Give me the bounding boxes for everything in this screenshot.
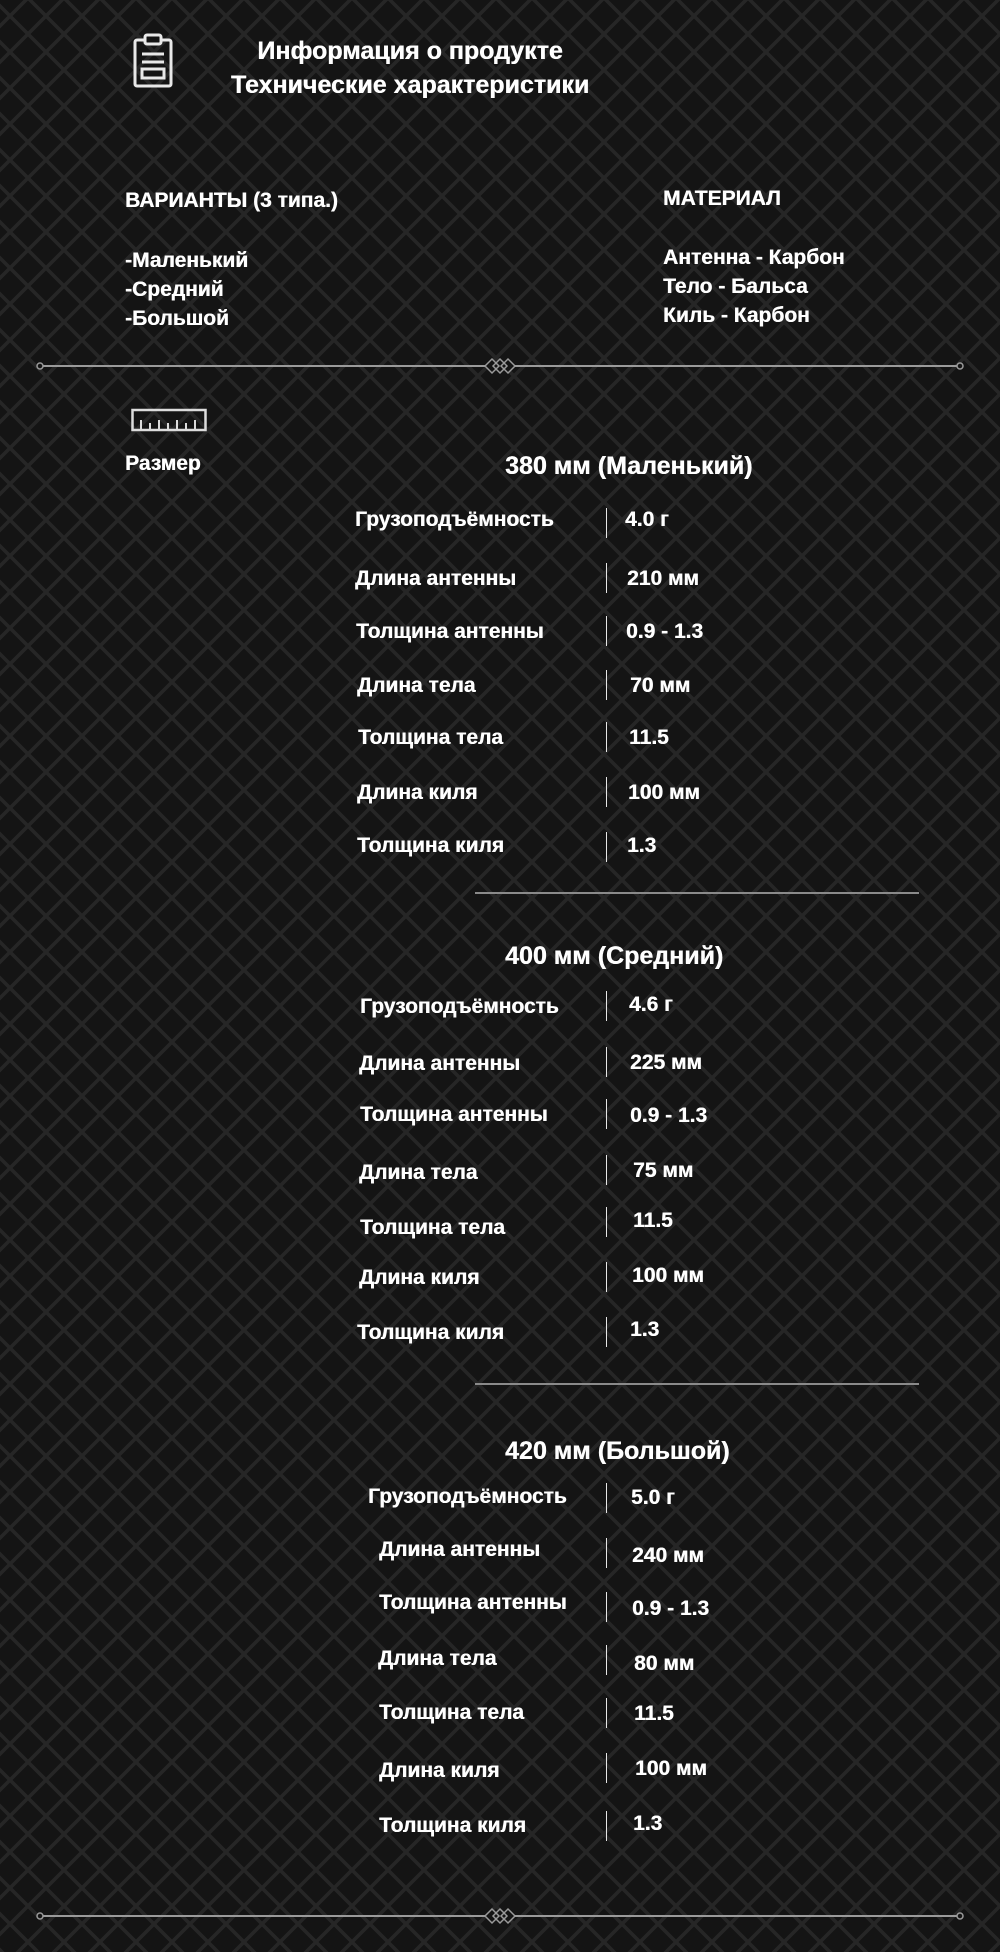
ornamental-divider bbox=[0, 356, 1000, 376]
spec-label: Длина антенны bbox=[355, 567, 517, 590]
spec-value: 70 мм bbox=[630, 674, 691, 697]
spec-value: 210 мм bbox=[627, 567, 699, 590]
material-list-item: Киль - Карбон bbox=[663, 304, 810, 327]
spec-value: 100 мм bbox=[635, 1757, 707, 1780]
column-divider bbox=[606, 563, 607, 593]
spec-label: Длина тела bbox=[357, 674, 476, 697]
spec-label: Толщина антенны bbox=[356, 620, 544, 643]
spec-label: Длина антенны bbox=[359, 1052, 521, 1075]
spec-label: Длина киля bbox=[357, 781, 478, 804]
spec-value: 11.5 bbox=[634, 1702, 674, 1725]
spec-label: Длина тела bbox=[378, 1647, 497, 1670]
spec-label: Толщина киля bbox=[379, 1814, 526, 1837]
column-divider bbox=[606, 1698, 607, 1728]
material-list-item: Тело - Бальса bbox=[663, 275, 808, 298]
variants-list-item: -Маленький bbox=[125, 249, 249, 272]
column-divider bbox=[606, 1811, 607, 1841]
column-divider bbox=[606, 1155, 607, 1185]
spec-value: 4.6 г bbox=[629, 993, 673, 1016]
spec-label: Длина киля bbox=[379, 1759, 500, 1782]
spec-value: 75 мм bbox=[633, 1159, 694, 1182]
column-divider bbox=[606, 1047, 607, 1077]
spec-label: Длина киля bbox=[359, 1266, 480, 1289]
ruler-icon bbox=[131, 408, 207, 432]
spec-value: 4.0 г bbox=[625, 508, 669, 531]
spec-label: Длина тела bbox=[359, 1161, 478, 1184]
spec-value: 100 мм bbox=[632, 1264, 704, 1287]
column-divider bbox=[606, 616, 607, 646]
spec-value: 100 мм bbox=[628, 781, 700, 804]
spec-label: Грузоподъёмность bbox=[355, 508, 554, 531]
column-divider bbox=[606, 1645, 607, 1675]
column-divider bbox=[606, 832, 607, 862]
size-label: Размер bbox=[125, 452, 201, 475]
spec-label: Толщина тела bbox=[360, 1216, 505, 1239]
section-divider bbox=[475, 892, 919, 894]
spec-label: Толщина киля bbox=[357, 834, 504, 857]
column-divider bbox=[606, 1592, 607, 1622]
column-divider bbox=[606, 1099, 607, 1129]
spec-value: 1.3 bbox=[627, 834, 657, 857]
page-subtitle: Технические характеристики bbox=[230, 71, 590, 99]
spec-value: 240 мм bbox=[632, 1544, 704, 1567]
spec-value: 80 мм bbox=[634, 1652, 695, 1675]
column-divider bbox=[606, 508, 607, 538]
spec-value: 5.0 г bbox=[631, 1486, 675, 1509]
page-title: Информация о продукте bbox=[257, 37, 563, 65]
spec-label: Длина антенны bbox=[379, 1538, 541, 1561]
spec-label: Толщина антенны bbox=[379, 1591, 567, 1614]
ornamental-divider bbox=[0, 1906, 1000, 1926]
section-divider bbox=[475, 1383, 919, 1385]
spec-value: 0.9 - 1.3 bbox=[626, 620, 704, 643]
spec-label: Толщина тела bbox=[379, 1701, 524, 1724]
spec-label: Толщина тела bbox=[358, 726, 503, 749]
size-title-large: 420 мм (Большой) bbox=[505, 1437, 730, 1465]
spec-label: Грузоподъёмность bbox=[368, 1485, 567, 1508]
spec-label: Грузоподъёмность bbox=[360, 995, 559, 1018]
column-divider bbox=[606, 1483, 607, 1513]
column-divider bbox=[606, 1538, 607, 1568]
size-title-small: 380 мм (Маленький) bbox=[505, 452, 753, 480]
column-divider bbox=[606, 722, 607, 752]
spec-value: 1.3 bbox=[630, 1318, 660, 1341]
spec-label: Толщина киля bbox=[357, 1321, 504, 1344]
material-heading: МАТЕРИАЛ bbox=[663, 187, 781, 210]
column-divider bbox=[606, 1207, 607, 1237]
spec-value: 11.5 bbox=[629, 726, 669, 749]
variants-heading: ВАРИАНТЫ (3 типа.) bbox=[125, 189, 338, 212]
column-divider bbox=[606, 670, 607, 700]
variants-list-item: -Средний bbox=[125, 278, 224, 301]
material-list-item: Антенна - Карбон bbox=[663, 246, 845, 269]
column-divider bbox=[606, 1753, 607, 1783]
variants-list-item: -Большой bbox=[125, 307, 229, 330]
spec-value: 0.9 - 1.3 bbox=[632, 1597, 710, 1620]
spec-value: 11.5 bbox=[633, 1209, 673, 1232]
column-divider bbox=[606, 1317, 607, 1347]
size-title-medium: 400 мм (Средний) bbox=[505, 942, 724, 970]
spec-value: 1.3 bbox=[633, 1812, 663, 1835]
spec-value: 225 мм bbox=[630, 1051, 702, 1074]
column-divider bbox=[606, 1262, 607, 1292]
column-divider bbox=[606, 777, 607, 807]
column-divider bbox=[606, 991, 607, 1021]
spec-label: Толщина антенны bbox=[360, 1103, 548, 1126]
spec-value: 0.9 - 1.3 bbox=[630, 1104, 708, 1127]
